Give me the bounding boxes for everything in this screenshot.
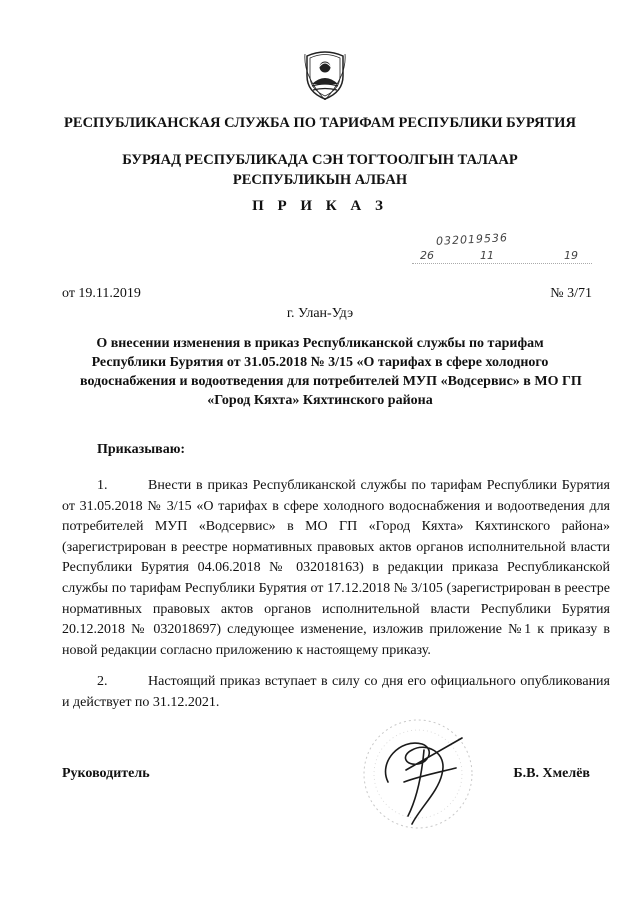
item-text: Внести в приказ Республиканской службы по тарифам Республики Бурятия от 31.05.2018 № 3/15 «О тарифах в сфере холодного водоснабжения и водоотведения для потребителей МУП «Водсервис» в МО ГП «Город Кяхта» Кяхтинского района» (зарегистрирован в реестре нормативных правовых актов органов исполнительной власти Республики Бурятия 04.06.2018 № 032018163) в редакции приказа Республиканской службы по тарифам Республики Бурятия от 17.12.2018 № 3/105 (зарегистрирован в реестре нормативных правовых актов органов исполнительной власти Республики Бурятия 20.12.2018 № 032018697) следующее изменение, изложив приложение №1 к приказу в новой редакции согласно приложению к настоящему приказу. bbox=[62, 478, 610, 658]
title-line-3: водоснабжения и водоотведения для потребителей МУП «Водсервис» в МО ГП bbox=[80, 374, 582, 389]
order-title bbox=[80, 334, 582, 410]
title-line-2: Республики Бурятия от 31.05.2018 № 3/15 «О тарифах в сфере холодного bbox=[91, 355, 549, 370]
registration-stamp bbox=[412, 233, 592, 269]
registration-day: 26 bbox=[420, 249, 434, 262]
signer-role: Руководитель bbox=[62, 766, 150, 781]
item-number: 1. bbox=[97, 478, 108, 493]
title-line-1: О внесении изменения в приказ Республиканской службы по тарифам bbox=[96, 336, 544, 351]
document-type: П Р И К А З bbox=[252, 198, 388, 214]
title-line-4: «Город Кяхта» Кяхтинского района bbox=[207, 393, 433, 408]
org-name-bur-line1: БУРЯАД РЕСПУБЛИКАДА СЭН ТОГТООЛГЫН ТАЛААР bbox=[122, 152, 518, 168]
handwritten-signature-icon bbox=[360, 712, 480, 832]
org-name-bur-line2: РЕСПУБЛИКЫН АЛБАН bbox=[232, 172, 408, 188]
order-item-2 bbox=[62, 672, 610, 713]
coat-of-arms-icon bbox=[303, 50, 347, 100]
order-word: Приказываю: bbox=[97, 442, 186, 457]
org-name-bur bbox=[0, 150, 640, 190]
order-number: № 3/71 bbox=[550, 286, 592, 301]
registration-number: 032019536 bbox=[435, 231, 509, 248]
item-number: 2. bbox=[97, 674, 108, 689]
item-text: Настоящий приказ вступает в силу со дня его официального опубликования и действует по 31.12.2021. bbox=[62, 674, 610, 710]
order-item-1 bbox=[62, 476, 610, 661]
signer-name: Б.В. Хмелёв bbox=[513, 766, 590, 781]
registration-year: 19 bbox=[564, 249, 578, 262]
order-date: от 19.11.2019 bbox=[62, 286, 141, 301]
city: г. Улан-Удэ bbox=[286, 306, 354, 321]
registration-month: 11 bbox=[480, 249, 494, 262]
org-name-ru: РЕСПУБЛИКАНСКАЯ СЛУЖБА ПО ТАРИФАМ РЕСПУБЛИКИ БУРЯТИЯ bbox=[64, 115, 576, 131]
registration-dotted-line bbox=[412, 263, 592, 264]
